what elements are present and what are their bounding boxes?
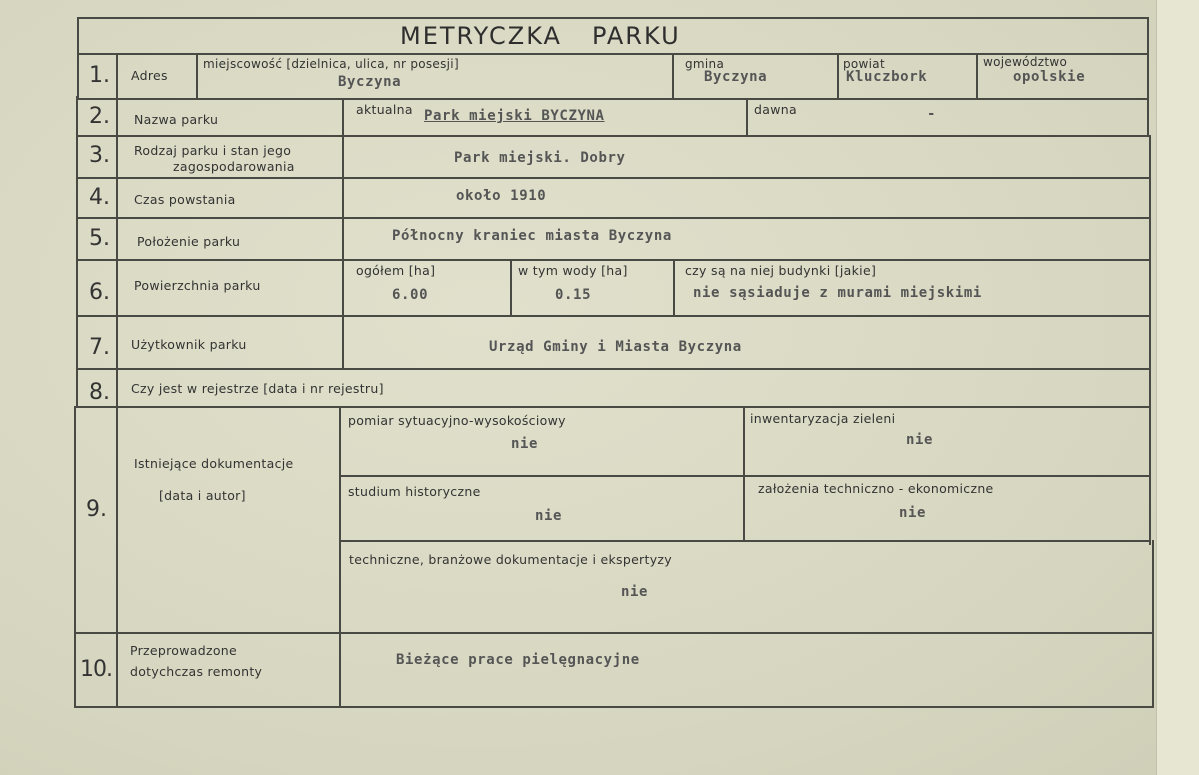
park-type-label-line1: Rodzaj parku i stan jego	[134, 143, 292, 158]
row-number-8: 8.	[89, 380, 110, 405]
historical-study-label: studium historyczne	[348, 484, 481, 499]
row-number-1: 1.	[89, 63, 110, 88]
greenery-inventory-value: nie	[906, 432, 934, 448]
creation-time-label: Czas powstania	[134, 192, 236, 207]
aktualna-label: aktualna	[356, 102, 413, 117]
area-label: Powierzchnia parku	[134, 278, 261, 293]
wojewodztwo-value: opolskie	[1013, 69, 1086, 85]
park-user-value: Urząd Gminy i Miasta Byczyna	[489, 339, 742, 355]
row-number-10: 10.	[80, 657, 112, 682]
row-number-3: 3.	[89, 143, 110, 168]
buildings-label: czy są na niej budynki [jakie]	[685, 263, 877, 278]
address-label: Adres	[131, 68, 168, 83]
gmina-label: gmina	[685, 57, 725, 71]
row-number-7: 7.	[89, 335, 110, 360]
row-number-9: 9.	[86, 497, 107, 522]
repairs-value: Bieżące prace pielęgnacyjne	[396, 652, 640, 668]
area-total-label: ogółem [ha]	[356, 263, 436, 278]
dawna-label: dawna	[754, 102, 797, 117]
page-edge	[1156, 0, 1199, 775]
creation-time-value: około 1910	[456, 188, 547, 204]
title-word-2: PARKU	[591, 22, 681, 50]
powiat-label: powiat	[843, 57, 885, 71]
row-number-4: 4.	[89, 185, 110, 210]
location-label: Położenie parku	[137, 234, 241, 249]
documentation-label-line1: Istniejące dokumentacje	[134, 456, 294, 471]
park-type-label-line2: zagospodarowania	[173, 159, 295, 174]
technical-docs-value: nie	[621, 584, 649, 600]
powiat-value: Kluczbork	[846, 69, 928, 85]
survey-value: nie	[511, 436, 539, 452]
aktualna-value: Park miejski BYCZYNA	[424, 108, 605, 124]
title-word-1: METRYCZKA	[400, 22, 562, 50]
register-label: Czy jest w rejestrze [data i nr rejestru]	[131, 381, 384, 396]
area-total-value: 6.00	[392, 287, 429, 303]
survey-label: pomiar sytuacyjno-wysokościowy	[348, 413, 566, 428]
gmina-value: Byczyna	[704, 69, 768, 85]
row-number-5: 5.	[89, 226, 110, 251]
repairs-label-line2: dotychczas remonty	[130, 664, 263, 679]
area-water-label: w tym wody [ha]	[518, 263, 628, 278]
dawna-value: -	[927, 106, 937, 122]
miejscowosc-label: miejscowość [dzielnica, ulica, nr posesji]	[203, 57, 459, 71]
documentation-label-line2: [data i autor]	[159, 488, 246, 503]
tech-econ-value: nie	[899, 505, 927, 521]
row-number-6: 6.	[89, 280, 110, 305]
greenery-inventory-label: inwentaryzacja zieleni	[750, 411, 896, 426]
area-water-value: 0.15	[555, 287, 592, 303]
miejscowosc-value: Byczyna	[338, 74, 402, 90]
tech-econ-label: założenia techniczno - ekonomiczne	[758, 481, 994, 496]
buildings-value: nie sąsiaduje z murami miejskimi	[693, 285, 982, 301]
location-value: Północny kraniec miasta Byczyna	[392, 228, 672, 244]
park-type-value: Park miejski. Dobry	[454, 150, 626, 166]
park-user-label: Użytkownik parku	[131, 337, 247, 352]
row-number-2: 2.	[89, 104, 110, 129]
historical-study-value: nie	[535, 508, 563, 524]
technical-docs-label: techniczne, branżowe dokumentacje i ekspertyzy	[349, 552, 672, 567]
repairs-label-line1: Przeprowadzone	[130, 643, 237, 658]
wojewodztwo-label: województwo	[983, 55, 1068, 69]
form-title	[400, 22, 681, 50]
park-name-label: Nazwa parku	[134, 112, 219, 127]
